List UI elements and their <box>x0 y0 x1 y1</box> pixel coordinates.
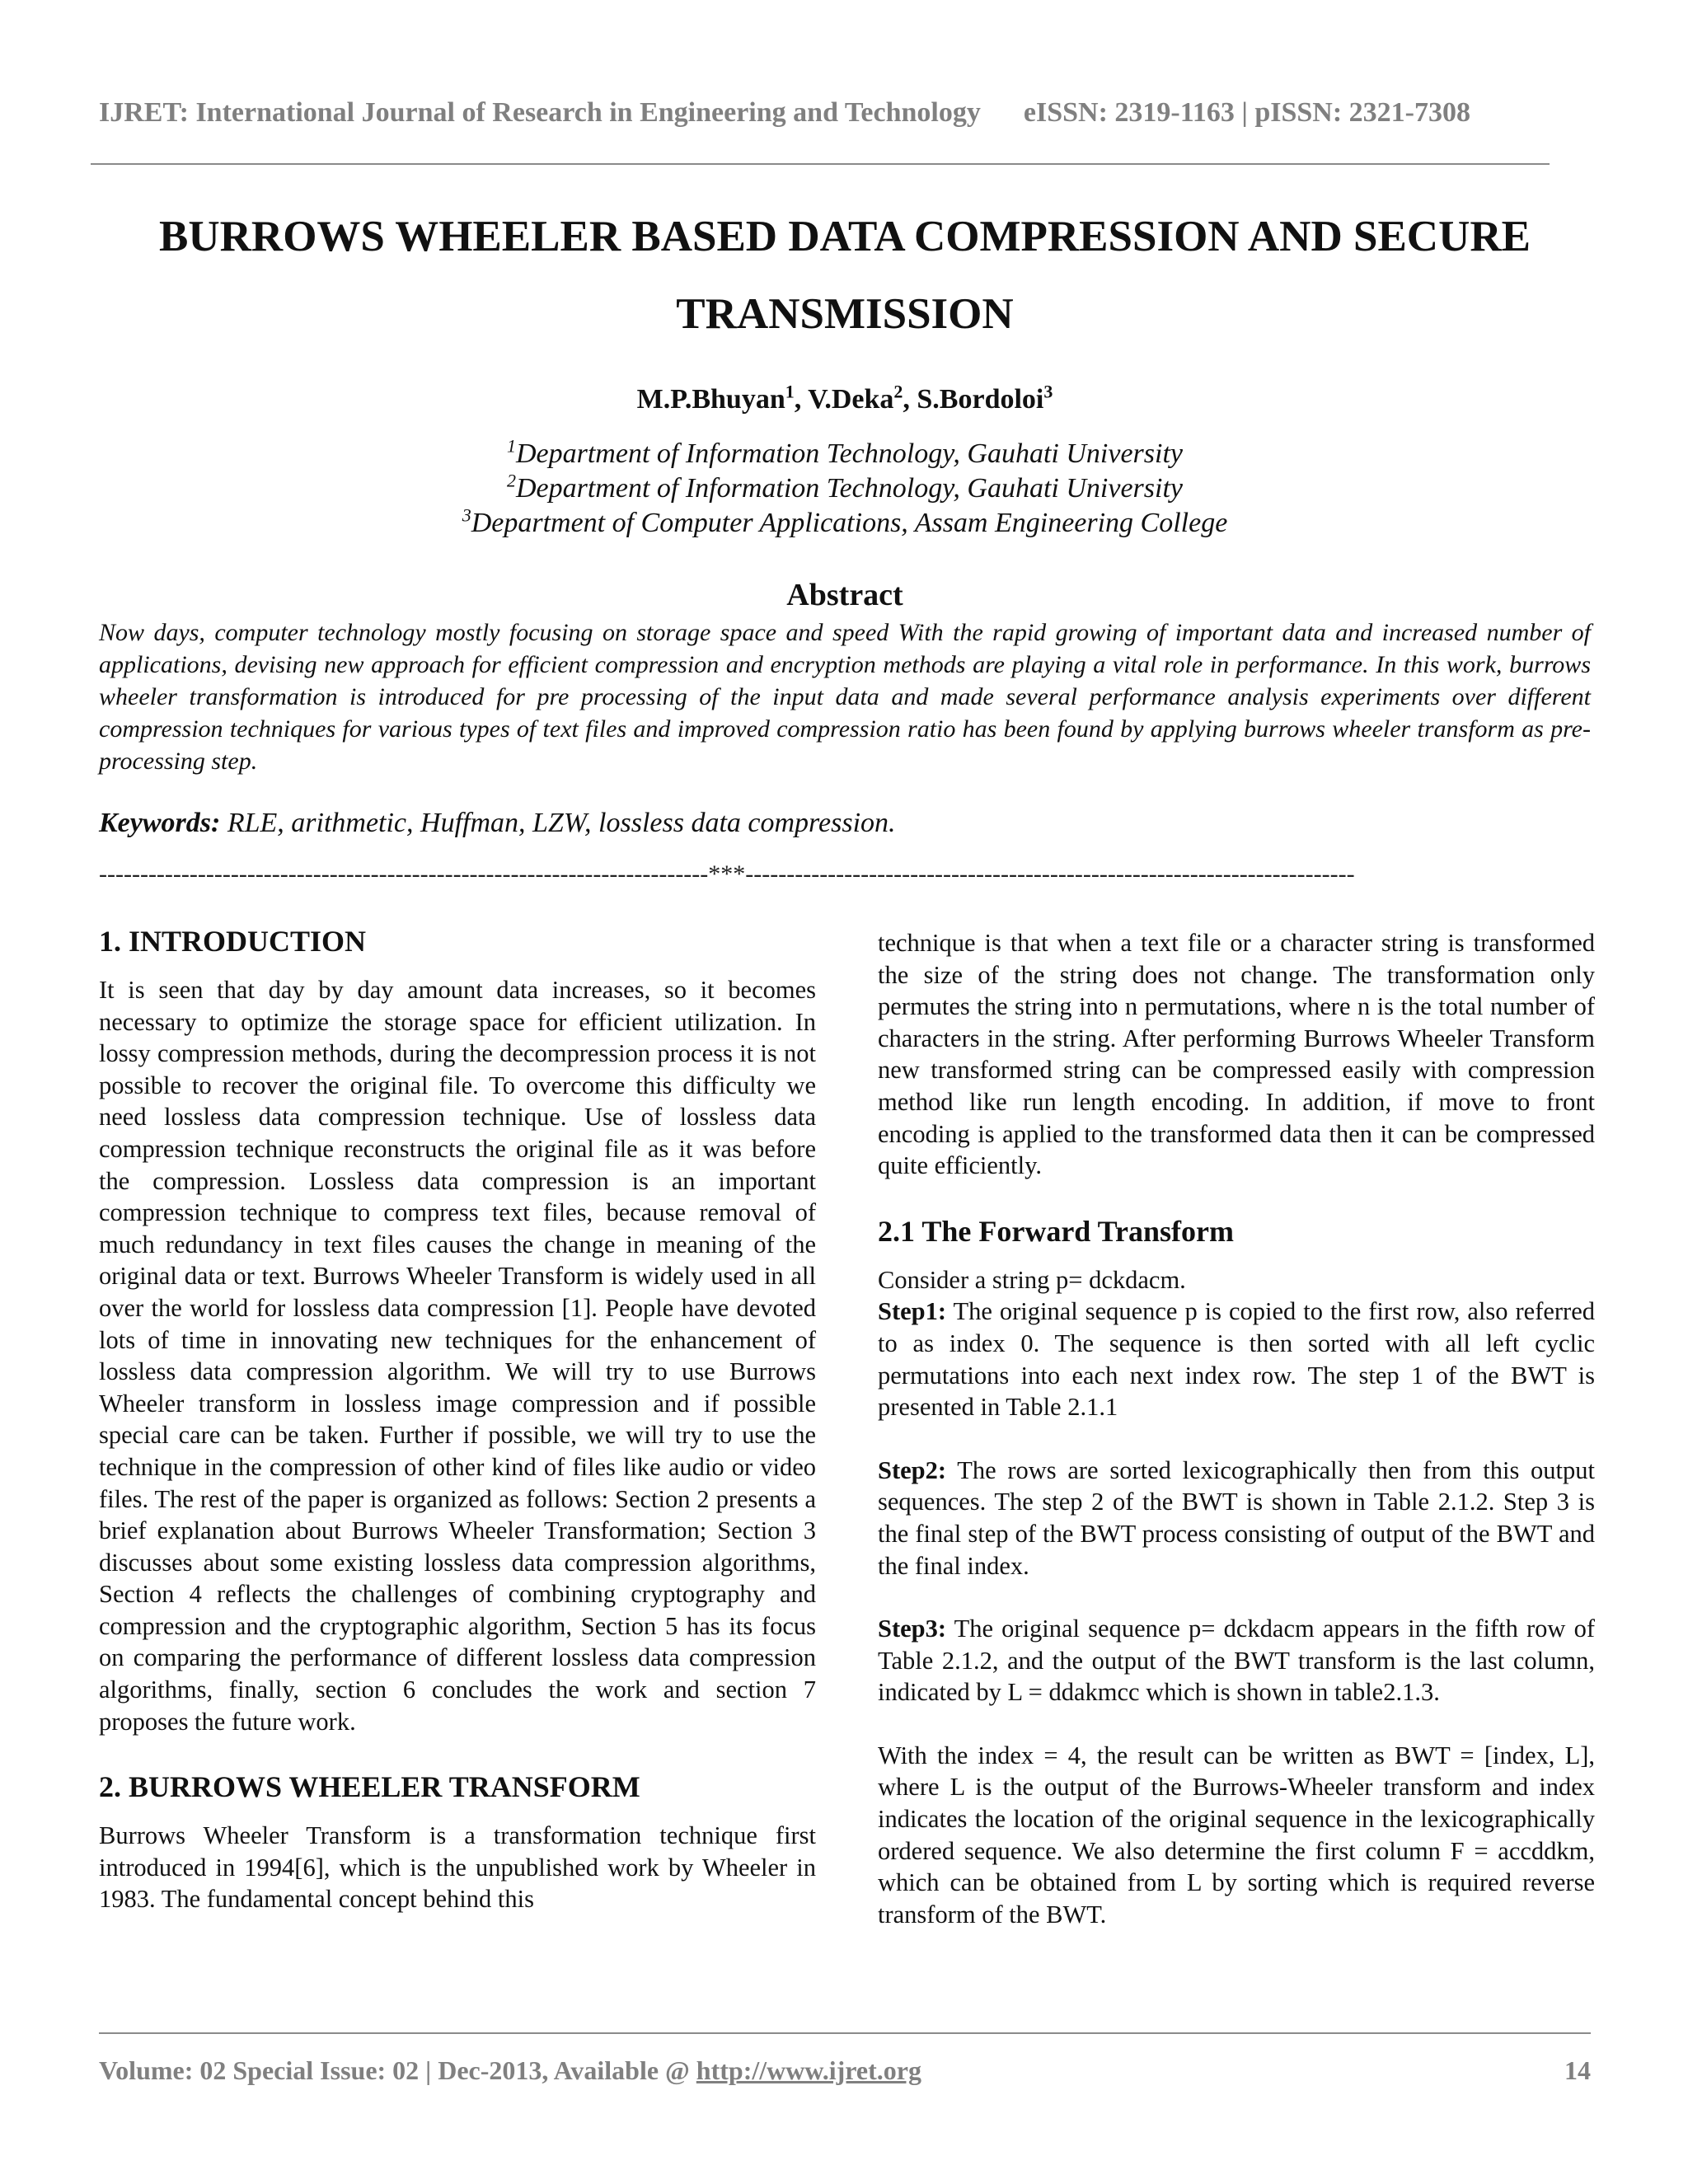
affiliation-text: Department of Information Technology, Gauhati University <box>515 438 1183 469</box>
author-name: V.Deka <box>808 384 894 415</box>
step3-text: The original sequence p= dckdacm appears in the fifth row of Table 2.1.2, and the output of the BWT transform is the last column, indicated by L = ddakmcc which is shown in table2.1.3. <box>878 1615 1595 1707</box>
author-sup: 2 <box>893 381 903 402</box>
introduction-paragraph: It is seen that day by day amount data increases, so it becomes necessary to optimize the storage space for efficient utilization. In lossy compression methods, during the decompression process it is not possible to recover the original file. To overcome this difficulty we need lossless data compression technique. Use of lossless data compression technique reconstructs the original file as it was before the compression. Lossless data compression is an important compression technique to compress text files, because removal of much redundancy in text files causes the change in meaning of the original data or text. Burrows Wheeler Transform is widely used in all over the world for lossless data compression [1]. People have devoted lots of time in innovating new techniques for the enhancement of lossless data compression algorithm. We will try to use Burrows Wheeler transform in lossless image compression and if possible special care can be taken. Further if possible, we will try to use the technique in the compression of other kind of files like audio or video files. The rest of the paper is organized as follows: Section 2 presents a brief explanation about Burrows Wheeler Transformation; Section 3 discusses about some existing lossless data compression algorithms, Section 4 reflects the challenges of combining cryptography and compression and the cryptographic algorithm, Section 5 has its focus on comparing the performance of different lossless data compression algorithms, finally, section 6 concludes the work and section 7 proposes the future work. <box>99 976 816 1736</box>
section-separator: --------------------------------------------------------------------------***-------------------------------------------------------------------------- <box>99 860 1355 888</box>
paper-title: BURROWS WHEELER BASED DATA COMPRESSION AND SECURE TRANSMISSION <box>159 213 1531 338</box>
step1-paragraph <box>878 1296 1595 1422</box>
affiliation-text: Department of Computer Applications, Assam Engineering College <box>471 508 1228 538</box>
index-paragraph: With the index = 4, the result can be written as BWT = [index, L], where L is the output of the Burrows-Wheeler transform and index indicates the location of the original sequence in the lexicographically ordered sequence. We also determine the first column F = accddkm, which can be obtained from L by sorting which is required reverse transform of the BWT. <box>878 1741 1595 1929</box>
affiliation-sup: 2 <box>506 470 516 491</box>
author-name: S.Bordoloi <box>917 384 1044 415</box>
affiliations <box>91 437 1599 541</box>
affiliation-line <box>91 471 1599 506</box>
footer-volume-text: Volume: 02 Special Issue: 02 | Dec-2013, Available @ <box>99 2055 696 2085</box>
abstract-heading: Abstract <box>786 578 903 612</box>
step2-text: The rows are sorted lexicographically then from this output sequences. The step 2 of the BWT is shown in Table 2.1.2. Step 3 is the final step of the BWT process consisting of output of the BWT and the final index. <box>878 1455 1595 1580</box>
step1-label: Step1: <box>878 1297 947 1326</box>
abstract-text: Now days, computer technology mostly focusing on storage space and speed With the rapid growing of important data and increased number of applications, devising new approach for efficient compression and encryption methods are playing a vital role in performance. In this work, burrows wheeler transformation is introduced for pre processing of the input data and made several performance analysis experiments over different compression techniques for various types of text files and improved compression ratio has been found by applying burrows wheeler transform as pre-processing step. <box>99 619 1591 775</box>
keywords-text: RLE, arithmetic, Huffman, LZW, lossless data compression. <box>227 808 896 838</box>
step3-label: Step3: <box>878 1615 947 1643</box>
keywords <box>99 808 1591 839</box>
footer-volume <box>99 2055 1591 2086</box>
subsection-heading-forward-transform: 2.1 The Forward Transform <box>878 1214 1234 1248</box>
header-divider <box>91 163 1550 165</box>
journal-name: IJRET: International Journal of Research in Engineering and Technology <box>99 97 981 128</box>
step2-paragraph <box>878 1455 1595 1582</box>
affiliation-sup: 1 <box>506 435 516 457</box>
running-header <box>99 97 1533 129</box>
affiliation-sup: 3 <box>462 504 471 526</box>
bwt-paragraph: Burrows Wheeler Transform is a transformation technique first introduced in 1994[6], which is the unpublished work by Wheeler in 1983. The fundamental concept behind this <box>99 1821 816 1914</box>
page-number: 14 <box>1564 2055 1591 2085</box>
bwt-continued-paragraph: technique is that when a text file or a character string is transformed the size of the string does not change. The transformation only permutes the string into n permutations, where n is the total number of characters in the string. After performing Burrows Wheeler Transform new transformed string can be compressed easily with compression method like run length encoding. In addition, if move to front encoding is applied to the transformed data then it can be compressed quite efficiently. <box>878 929 1595 1180</box>
section-heading-bwt: 2. BURROWS WHEELER TRANSFORM <box>99 1770 640 1804</box>
affiliation-line <box>91 437 1599 471</box>
footer-divider <box>99 2032 1591 2034</box>
left-column <box>99 923 816 1915</box>
author-sup: 1 <box>785 381 795 402</box>
step1-text: The original sequence p is copied to the first row, also referred to as index 0. The sequence is then sorted with all left cyclic permutations into each next index row. The step 1 of the BWT is presented in Table 2.1.1 <box>878 1297 1595 1422</box>
keywords-label: Keywords: <box>99 808 221 838</box>
issn-info: eISSN: 2319-1163 | pISSN: 2321-7308 <box>1023 97 1470 128</box>
affiliation-line <box>91 506 1599 541</box>
consider-line: Consider a string p= dckdacm. <box>878 1265 1186 1294</box>
affiliation-text: Department of Information Technology, Gauhati University <box>515 473 1183 504</box>
step3-paragraph <box>878 1613 1595 1708</box>
author-list: M.P.Bhuyan$^1$, V.Deka$^2$, S.Bordoloi$^3$ <box>636 381 1053 415</box>
journal-link[interactable]: http://www.ijret.org <box>696 2055 921 2085</box>
author-name: M.P.Bhuyan <box>636 384 785 415</box>
right-column <box>878 927 1595 1930</box>
section-heading-introduction: 1. INTRODUCTION <box>99 925 367 958</box>
step2-label: Step2: <box>878 1455 947 1484</box>
author-sup: 3 <box>1043 381 1053 402</box>
